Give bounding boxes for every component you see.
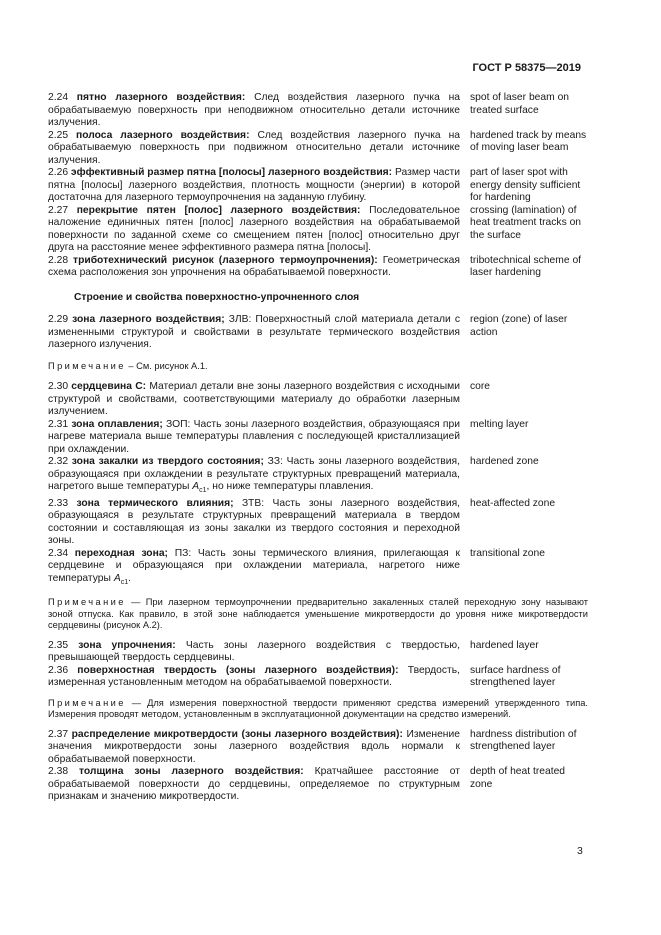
section-title: Строение и свойства поверхностно-упрочненного слоя <box>74 291 360 303</box>
term-entry <box>48 548 588 590</box>
document-header: ГОСТ Р 58375—2019 <box>472 62 581 74</box>
term-definition-text: Твердость, измеренная установленным методом на обрабатываемой поверхности. <box>48 664 460 689</box>
term-number: 2.37 <box>48 728 69 740</box>
term-definition-text: ПЗ: Часть зоны термического влияния, прилегающая к сердцевине и образующаяся при охлаждении материала, нагретого ниже температуры <box>48 547 460 584</box>
term-definition-text: След воздействия лазерного пучка на обрабатываемую поверхность при подвижном относительно детали источнике излучения. <box>48 129 460 166</box>
term-english: depth of heat treated zone <box>470 766 566 790</box>
term-english: hardened layer <box>470 639 539 651</box>
term-english: transitional zone <box>470 547 545 559</box>
term-definition-ru <box>48 498 460 548</box>
note-label: Примечание <box>48 697 126 708</box>
term-entry <box>48 498 588 548</box>
term-name: зона оплавления; <box>71 418 163 430</box>
term-number: 2.36 <box>48 664 69 676</box>
temperature-symbol: A <box>113 572 121 584</box>
note-label: Примечание <box>48 597 126 608</box>
term-number: 2.30 <box>48 381 69 392</box>
term-definition-ru <box>48 92 460 130</box>
note-text: — При лазерном термоупрочнении предварительно закаленных сталей переходную зону называют зоной отпуска. Как правило, в этой зоне наблюдается уменьшение микротвердости до уровня ниже микротвердости сердцевины (рисунок А.2). <box>48 597 588 631</box>
term-number: 2.31 <box>48 418 69 430</box>
term-definition-text: Часть зоны лазерного воздействия с твердостью, превышающей твердость сердцевины. <box>48 639 460 664</box>
term-number: 2.27 <box>48 204 69 216</box>
term-definition-text-end: . <box>128 572 131 584</box>
term-definition-ru <box>48 456 460 498</box>
term-definition-text: Материал детали вне зоны лазерного воздействия с исходными структурой и свойствами, соответствующими материалу до обработки лазерным излучением. <box>48 381 460 417</box>
term-definition-text: Геометрическая схема расположения зон упрочнения на обрабатываемой поверхности. <box>48 254 460 278</box>
note-text: — Для измерения поверхностной твердости применяют средства измерений утвержденного типа. Измерения проводят методом, установленным в эксплуатационной документации на средство измерений. <box>48 697 588 720</box>
temperature-subscript: c1 <box>120 578 129 586</box>
term-entry <box>48 167 588 205</box>
term-definition-text: ЗОП: Часть зоны лазерного воздействия, образующаяся при нагреве материала выше температуры плавления с последующей кристаллизацией при охлаждении. <box>48 418 460 455</box>
term-number: 2.28 <box>48 254 69 266</box>
term-name: переходная зона; <box>74 547 168 559</box>
term-entry <box>48 381 588 419</box>
term-definition-ru <box>48 205 460 255</box>
term-name: полоса лазерного воздействия: <box>75 129 250 141</box>
term-definition-text-end: , но ниже температуры плавления. <box>206 481 374 492</box>
term-name: распределение микротвердости (зоны лазерного воздействия): <box>71 728 403 740</box>
term-number: 2.25 <box>48 129 69 141</box>
term-english: crossing (lamination) of heat treatment tracks on the surface <box>470 204 582 241</box>
term-entry <box>48 92 588 130</box>
term-name: зона закалки из твердого состояния; <box>71 456 264 467</box>
term-number: 2.32 <box>48 456 69 467</box>
term-definition-text: Последовательное наложение единичных пятен [полос] лазерного воздействия на обрабатываемой поверхности по заданной схеме со смещением пятен [полос] относительно друг друга на расстояние менее эффективного размера пятна [полосы]. <box>48 204 460 253</box>
term-definition-ru <box>48 255 460 280</box>
term-definition-text: ЗЛВ: Поверхностный слой материала детали с измененными структурой и свойствами в результате термического воздействия лазерного излучения. <box>48 314 460 350</box>
term-definition-text: Кратчайшее расстояние от обрабатываемой поверхности до сердцевины, определяемое по структурным признакам и значению микротвердости. <box>48 766 460 803</box>
term-definition-ru <box>48 167 460 205</box>
term-name: перекрытие пятен [полос] лазерного воздействия: <box>76 204 361 216</box>
term-entry <box>48 205 588 255</box>
term-number: 2.35 <box>48 639 69 651</box>
term-definition-text: ЗТВ: Часть зоны лазерного воздействия, образующаяся в результате структурных превращений материала в твердом состоянии и составляющая из зоны закалки из твердого состояния и переходной зоны. <box>48 497 461 547</box>
term-english: region (zone) of laser action <box>470 314 568 338</box>
note-text: – См. рисунок А.1. <box>128 360 208 371</box>
note-label: Примечание <box>48 360 126 371</box>
document-body <box>48 92 588 804</box>
term-definition-text: Изменение значения микротвердости зоны лазерного воздействия вдоль нормали к обрабатываемой поверхности. <box>48 728 460 765</box>
term-name: зона упрочнения: <box>78 639 176 651</box>
page-number: 3 <box>577 845 583 857</box>
term-name: зона термического влияния; <box>76 497 234 509</box>
term-definition-ru <box>48 130 460 168</box>
term-english: surface hardness of strengthened layer <box>470 664 561 689</box>
term-definition-text: ЗЗ: Часть зоны лазерного воздействия, образующаяся при охлаждении в результате структурных превращений материала, нагретого выше температуры <box>48 456 460 492</box>
term-english: hardness distribution of strengthened layer <box>470 728 577 753</box>
term-english: hardened zone <box>470 456 539 467</box>
term-entry <box>48 130 588 168</box>
temperature-symbol: A <box>192 481 200 492</box>
term-name: толщина зоны лазерного воздействия: <box>78 766 304 778</box>
term-definition-ru <box>48 419 460 457</box>
term-number: 2.29 <box>48 314 69 325</box>
term-definition-ru <box>48 640 460 665</box>
term-definition-ru <box>48 665 460 690</box>
term-number: 2.33 <box>48 497 69 509</box>
term-entry <box>48 314 588 352</box>
term-number: 2.38 <box>48 766 69 778</box>
term-entry <box>48 729 588 767</box>
terms-group-c <box>48 640 588 690</box>
term-english: hardened track by means of moving laser beam <box>470 129 587 153</box>
note <box>48 698 588 721</box>
term-english: tribotechnical scheme of laser hardening <box>470 254 582 278</box>
term-name: сердцевина С: <box>71 381 147 392</box>
term-english: core <box>470 381 491 392</box>
term-entry <box>48 766 588 804</box>
term-name: поверхностная твердость (зоны лазерного воздействия): <box>77 664 399 676</box>
term-number: 2.26 <box>48 167 69 178</box>
term-english: part of laser spot with energy density sufficient for hardening <box>470 167 581 203</box>
term-definition-text: След воздействия лазерного пучка на обрабатываемую поверхность при неподвижном относительно детали источнике излучения. <box>48 92 460 128</box>
term-entry <box>48 419 588 457</box>
term-english: melting layer <box>470 418 529 430</box>
note <box>48 361 588 373</box>
term-english: spot of laser beam on treated surface <box>470 92 570 116</box>
term-definition-ru <box>48 314 460 352</box>
term-definition-ru <box>48 729 460 767</box>
note <box>48 597 588 632</box>
term-number: 2.24 <box>48 92 69 103</box>
term-name: триботехнический рисунок (лазерного термоупрочнения): <box>73 254 378 266</box>
term-english: heat-affected zone <box>470 497 556 509</box>
terms-group-b <box>48 381 588 456</box>
term-entry <box>48 665 588 690</box>
terms-group-a <box>48 92 588 280</box>
term-entry <box>48 456 588 498</box>
term-entry <box>48 640 588 665</box>
term-definition-ru <box>48 381 460 419</box>
term-number: 2.34 <box>48 547 69 559</box>
term-name: зона лазерного воздействия; <box>72 314 225 325</box>
term-entry <box>48 255 588 280</box>
temperature-subscript: c1 <box>199 487 207 495</box>
terms-group-d <box>48 729 588 804</box>
term-name: пятно лазерного воздействия: <box>76 92 246 103</box>
term-definition-text: Размер части пятна [полосы] лазерного воздействия, плотность мощности (энергии) в которой достаточна для лазерного термоупрочнения на заданную глубину. <box>48 167 460 203</box>
term-definition-ru <box>48 766 460 804</box>
term-name: эффективный размер пятна [полосы] лазерного воздействия: <box>70 167 393 178</box>
term-definition-ru <box>48 548 460 590</box>
